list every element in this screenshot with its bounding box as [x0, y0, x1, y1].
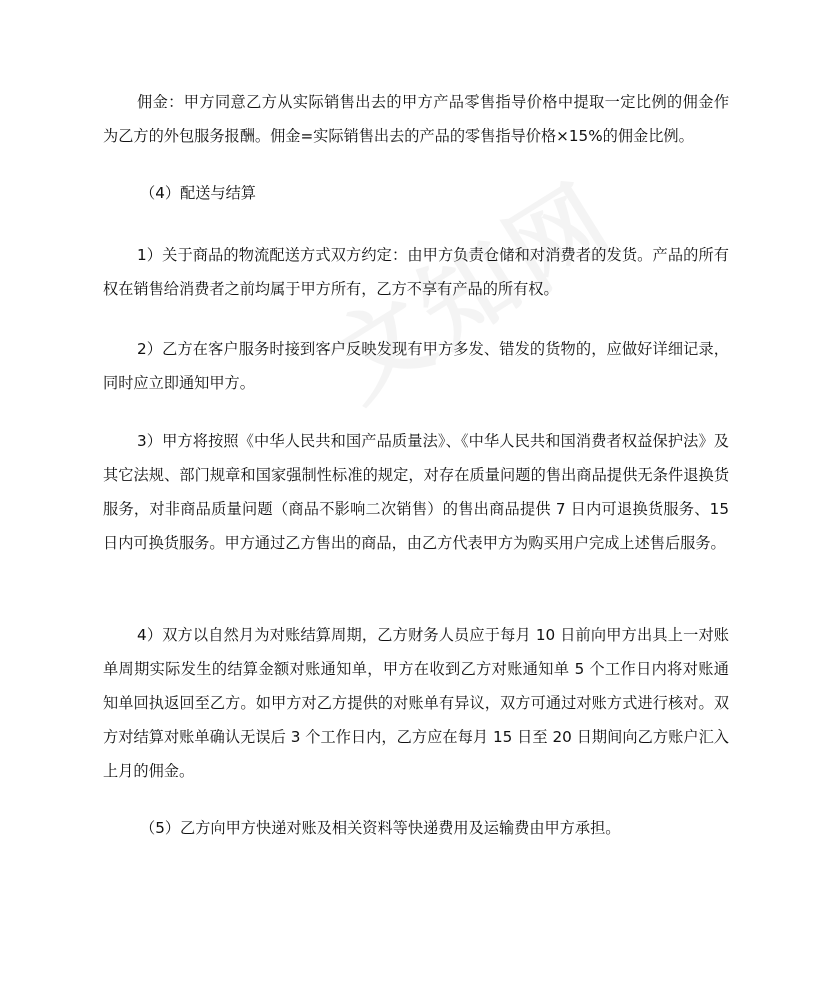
- paragraph-item-4: 4）双方以自然月为对账结算周期，乙方财务人员应于每月 10 日前向甲方出具上一对账单周期实际发生的结算金额对账通知单，甲方在收到乙方对账通知单 5 个工作日内将对账通知单回执返回至乙方。如甲方对乙方提供的对账单有异议，双方可通过对账方式进行核对。双方对结算对账单确认无误后 3 个工作日内，乙方应在每月 15 日至 20 日期间向乙方账户汇入上月的佣金。: [103, 626, 729, 780]
- section-heading-delivery: （4）配送与结算: [140, 184, 256, 202]
- paragraph-item-1: 1）关于商品的物流配送方式双方约定：由甲方负责仓储和对消费者的发货。产品的所有权在销售给消费者之前均属于甲方所有，乙方不享有产品的所有权。: [103, 246, 729, 298]
- paragraph-item-5: （5）乙方向甲方快递对账及相关资料等快递费用及运输费由甲方承担。: [140, 819, 621, 837]
- paragraph-commission: 佣金：甲方同意乙方从实际销售出去的甲方产品零售指导价格中提取一定比例的佣金作为乙方的外包服务报酬。佣金=实际销售出去的产品的零售指导价格×15%的佣金比例。: [103, 93, 729, 145]
- paragraph-item-3: 3）甲方将按照《中华人民共和国产品质量法》、《中华人民共和国消费者权益保护法》及其它法规、部门规章和国家强制性标准的规定，对存在质量问题的售出商品提供无条件退换货服务，对非商品质量问题（商品不影响二次销售）的售出商品提供 7 日内可退换货服务、15 日内可换货服务。甲方通过乙方售出的商品，由乙方代表甲方为购买用户完成上述售后服务。: [103, 432, 729, 552]
- paragraph-item-2: 2）乙方在客户服务时接到客户反映发现有甲方多发、错发的货物的，应做好详细记录，同时应立即通知甲方。: [103, 340, 729, 392]
